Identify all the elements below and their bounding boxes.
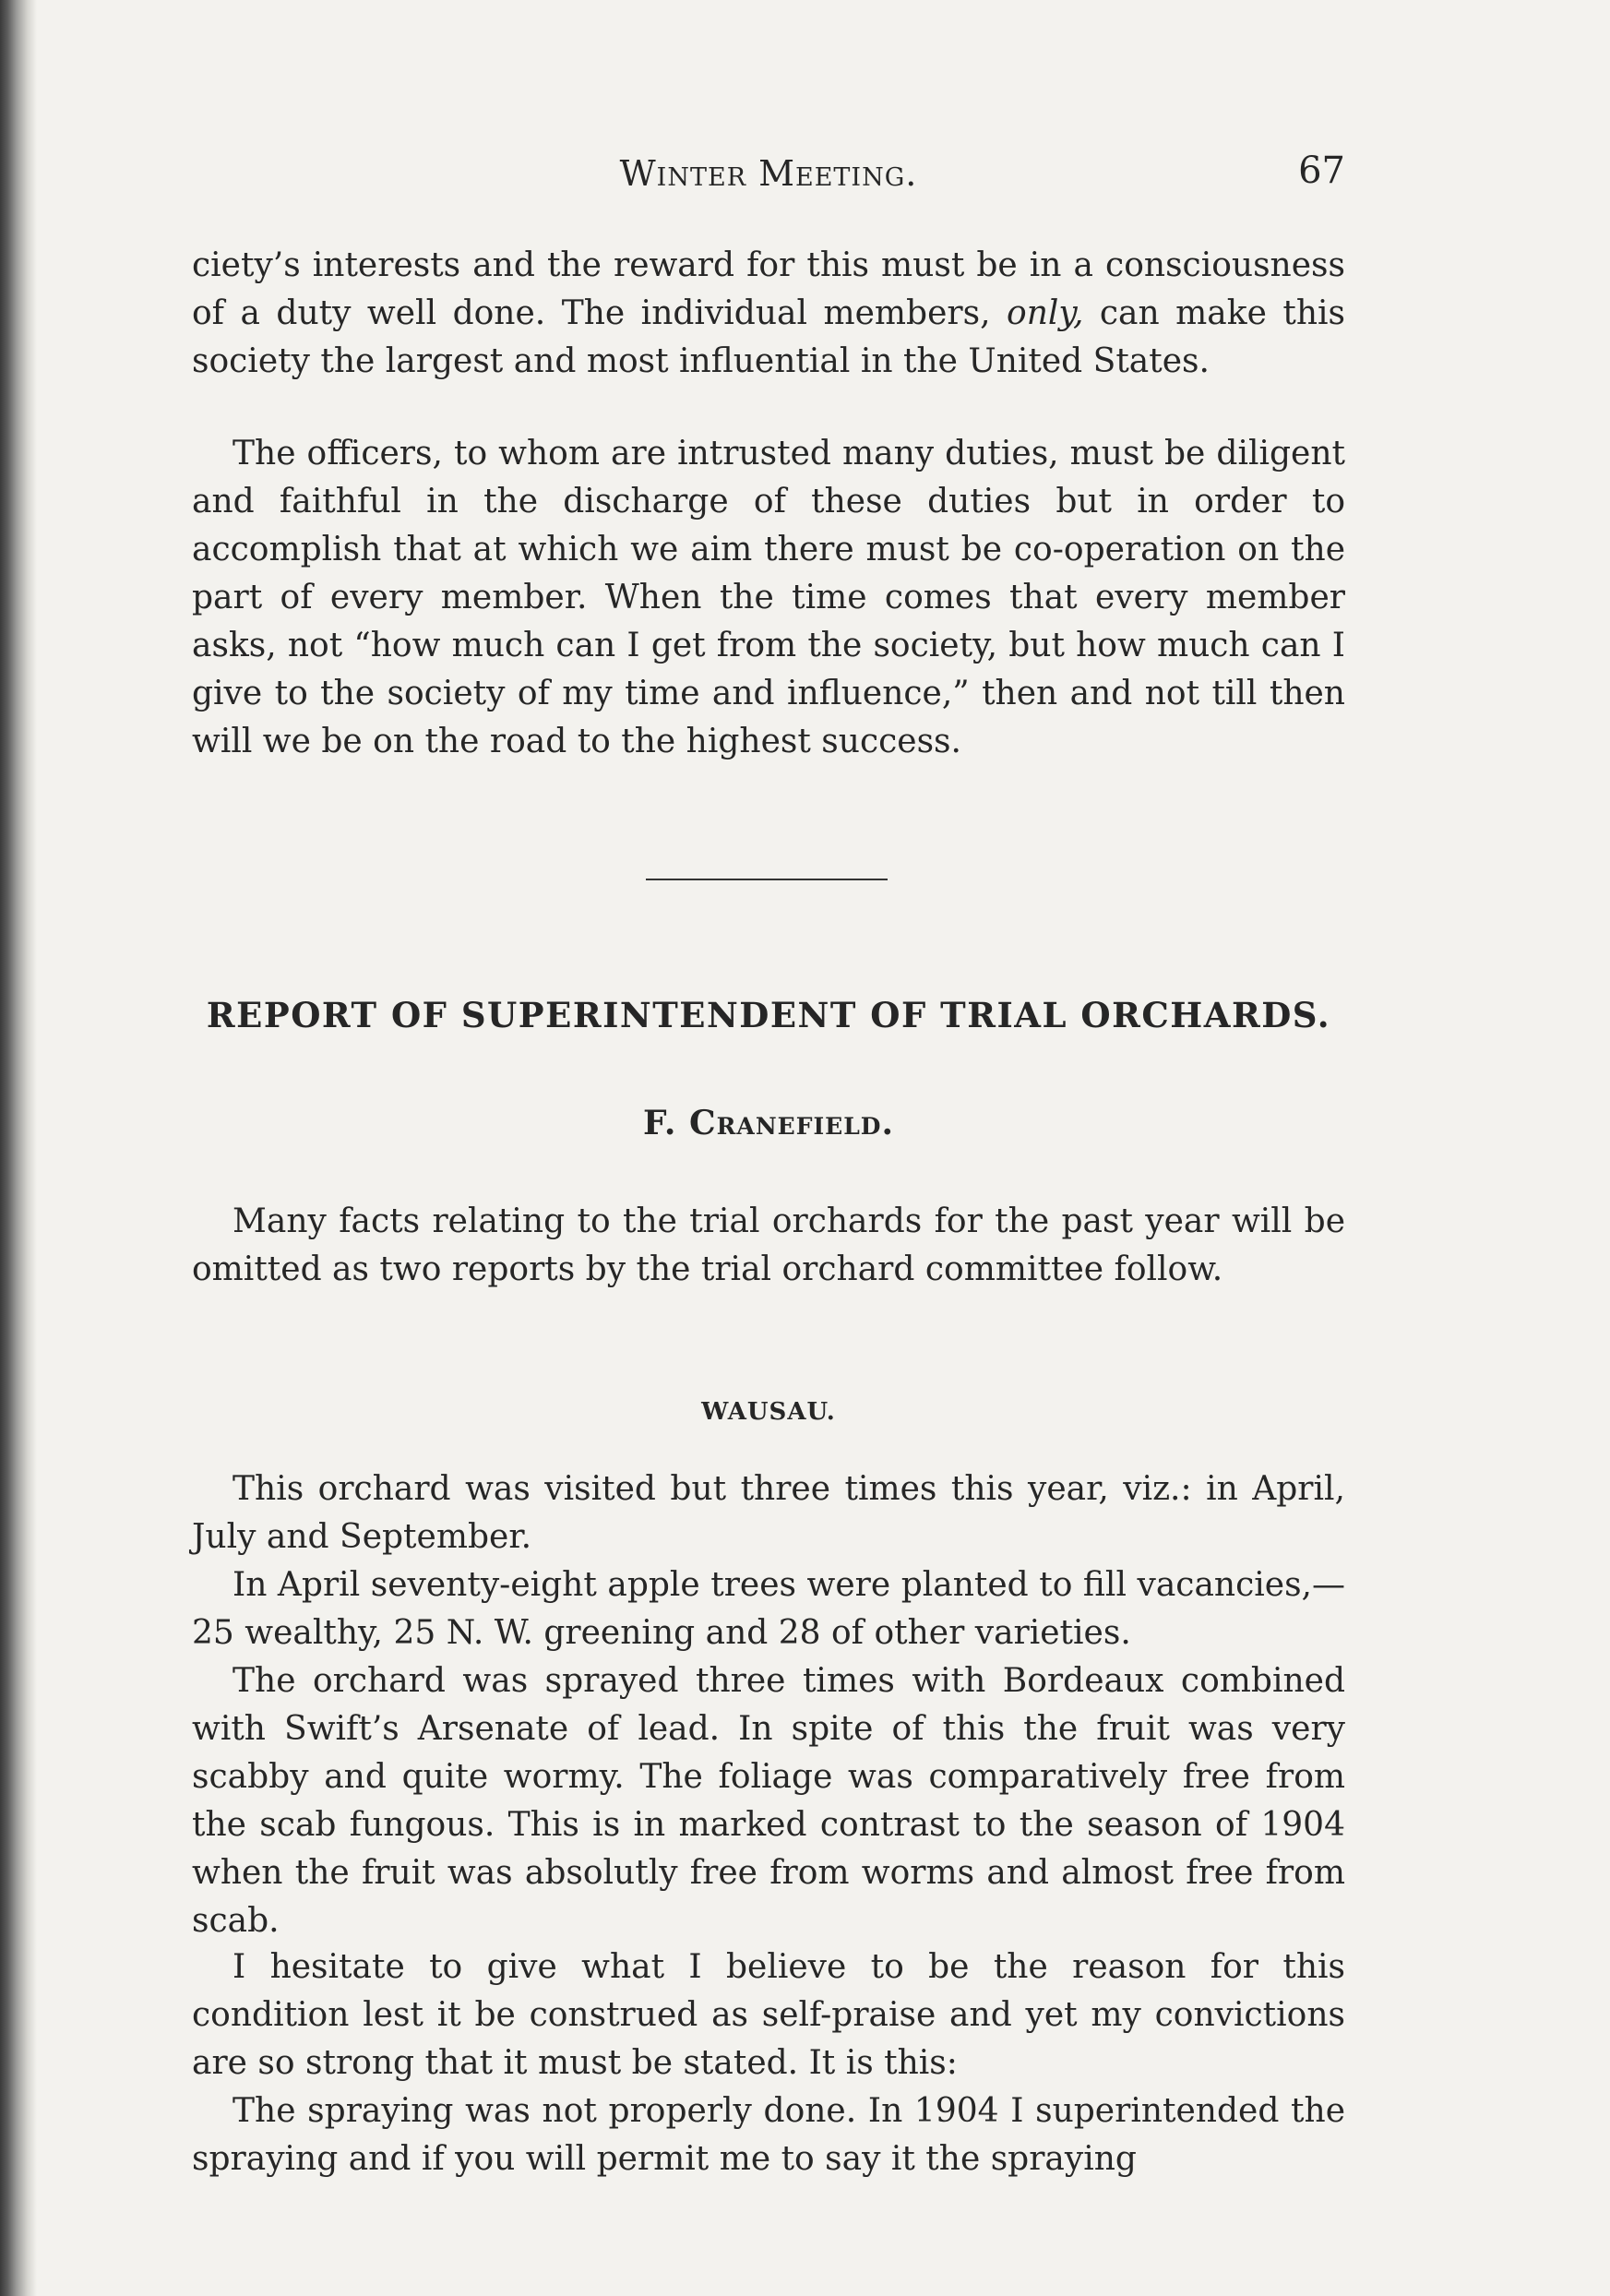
page-number: 67: [1298, 149, 1345, 192]
paragraph-officers: The officers, to whom are intrusted many duties, must be diligent and faithful in the discharge of these duties but in order to accomplish that at which we aim there must be co-operation on the part of every member. When the time comes that every member asks, not “how much can I get from the society, but how much can I give to the society of my time and influence,” then and not till then will we be on the road to the highest success.: [192, 435, 1345, 760]
report-author: F. Cranefield.: [642, 1104, 895, 1142]
page-header: [192, 146, 1345, 201]
running-head: Winter Meeting.: [619, 153, 918, 194]
paragraph-spraying-not-done: The spraying was not properly done. In 1904 I superintended the spraying and if you will permit me to say it the spraying: [192, 2092, 1345, 2178]
section-divider: [646, 879, 888, 880]
paragraph-continued: ciety’s interests and the reward for this must be in a consciousness of a duty well done. The individual members, only, can make this society the largest and most influential in the United States.: [192, 246, 1346, 380]
paragraph-planting: In April seventy-eight apple trees were planted to fill vacancies,—25 wealthy, 25 N. W. greening and 28 of other varieties.: [192, 1566, 1345, 1652]
paragraph-visits: This orchard was visited but three times this year, viz.: in April, July and September.: [192, 1470, 1345, 1556]
book-spine-shadow: [0, 0, 37, 2296]
section-heading-wausau: WAUSAU.: [701, 1398, 836, 1426]
report-intro: Many facts relating to the trial orchards for the past year will be omitted as two reports by the trial orchard committee follow.: [192, 1202, 1345, 1288]
paragraph-spraying: The orchard was sprayed three times with Bordeaux combined with Swift’s Arsenate of lead. In spite of this the fruit was very scabby and quite wormy. The foliage was comparatively free from the scab fungous. This is in marked contrast to the season of 1904 when the fruit was absolutly free from worms and almost free from scab.: [192, 1662, 1345, 1940]
report-title: REPORT OF SUPERINTENDENT OF TRIAL ORCHARDS.: [206, 995, 1331, 1035]
paragraph-hesitate: I hesitate to give what I believe to be the reason for this condition lest it be construed as self-praise and yet my convictions are so strong that it must be stated. It is this:: [192, 1948, 1345, 2082]
